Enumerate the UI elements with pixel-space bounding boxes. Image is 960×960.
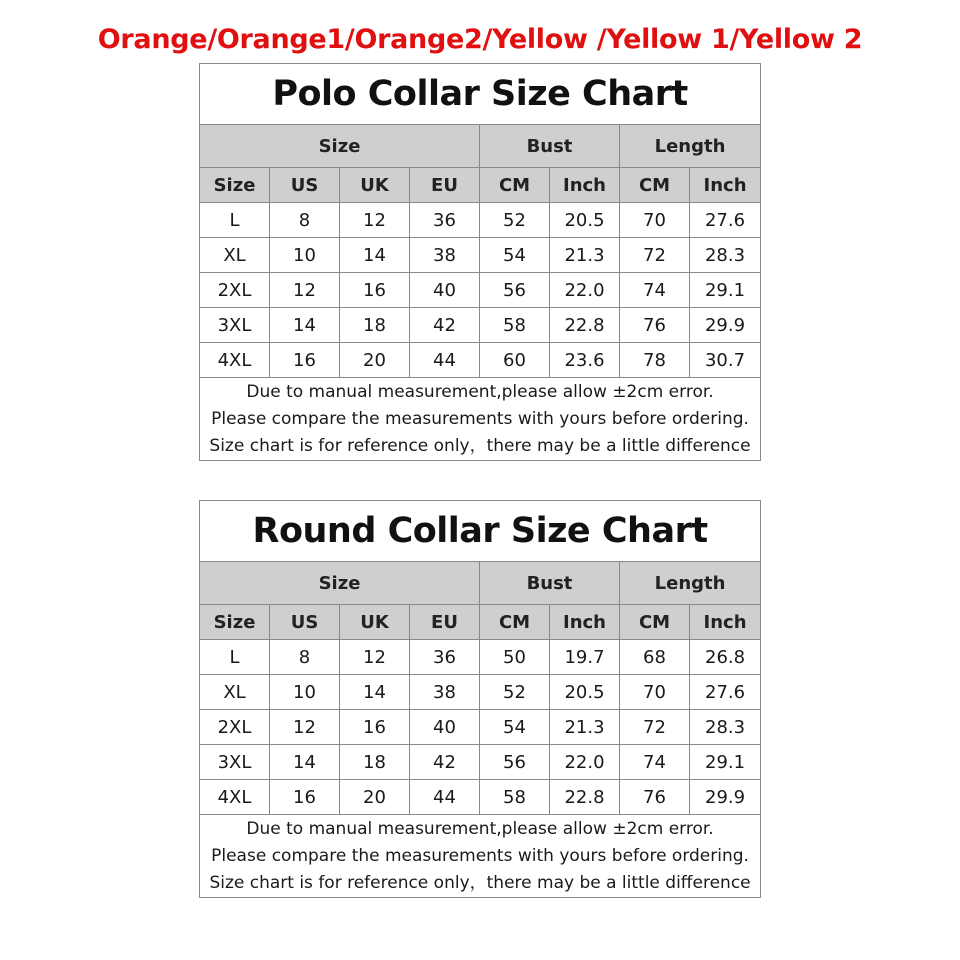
table-cell: 21.3 (550, 710, 620, 745)
table-cell: 12 (340, 640, 410, 675)
table-cell: 52 (480, 203, 550, 238)
note-line: Due to manual measurement,please allow ±2cm error. (246, 818, 714, 839)
table-cell: 40 (410, 710, 480, 745)
table-cell: 14 (340, 238, 410, 273)
table-cell: 29.1 (690, 745, 761, 780)
table-cell: 19.7 (550, 640, 620, 675)
table-cell: 54 (480, 710, 550, 745)
table-cell: 16 (270, 780, 340, 815)
column-header: US (270, 168, 340, 203)
table-cell: 14 (340, 675, 410, 710)
table-row (200, 780, 761, 815)
table-cell: 4XL (200, 343, 270, 378)
table-cell: 40 (410, 273, 480, 308)
table-row (200, 675, 761, 710)
column-header: CM (620, 605, 690, 640)
table-cell: 44 (410, 780, 480, 815)
table-cell: 58 (480, 308, 550, 343)
table-cell: 22.0 (550, 745, 620, 780)
column-header: Size (200, 168, 270, 203)
table-cell: 12 (340, 203, 410, 238)
polo-collar-size-chart (199, 63, 761, 461)
table-cell: 58 (480, 780, 550, 815)
table-cell: 3XL (200, 308, 270, 343)
table-cell: 3XL (200, 745, 270, 780)
table-cell: 27.6 (690, 675, 761, 710)
table-cell: 8 (270, 203, 340, 238)
column-header: CM (480, 605, 550, 640)
table-cell: 72 (620, 710, 690, 745)
measurement-notes (200, 815, 761, 898)
table-cell: 20 (340, 343, 410, 378)
table-cell: 42 (410, 308, 480, 343)
table-cell: XL (200, 675, 270, 710)
table-cell: 28.3 (690, 238, 761, 273)
table-cell: 2XL (200, 273, 270, 308)
group-header: Length (620, 125, 761, 168)
table-cell: 70 (620, 675, 690, 710)
column-header: Inch (550, 605, 620, 640)
group-header: Bust (480, 562, 620, 605)
table-cell: 20.5 (550, 203, 620, 238)
table-cell: 18 (340, 308, 410, 343)
table-cell: 16 (340, 273, 410, 308)
note-line: Please compare the measurements with yours before ordering. (211, 408, 749, 429)
note-line: Please compare the measurements with yours before ordering. (211, 845, 749, 866)
chart-title: Round Collar Size Chart (200, 501, 761, 562)
table-cell: 56 (480, 745, 550, 780)
column-header: Size (200, 605, 270, 640)
column-header: UK (340, 168, 410, 203)
column-header: Inch (690, 605, 761, 640)
group-header-row (200, 125, 761, 168)
table-row (200, 343, 761, 378)
table-cell: L (200, 640, 270, 675)
table-cell: 56 (480, 273, 550, 308)
note-line: Size chart is for reference only，there may be a little difference (209, 435, 751, 456)
table-cell: 20 (340, 780, 410, 815)
table-cell: 22.8 (550, 308, 620, 343)
column-header: Inch (550, 168, 620, 203)
column-header-row (200, 605, 761, 640)
table-cell: 70 (620, 203, 690, 238)
table-cell: 76 (620, 780, 690, 815)
group-header: Length (620, 562, 761, 605)
table-cell: 29.1 (690, 273, 761, 308)
group-header-row (200, 562, 761, 605)
column-header: UK (340, 605, 410, 640)
round-collar-size-chart (199, 500, 761, 898)
notes-row (200, 815, 761, 898)
table-cell: 27.6 (690, 203, 761, 238)
table-row (200, 203, 761, 238)
table-cell: 21.3 (550, 238, 620, 273)
chart-title-row (200, 501, 761, 562)
table-cell: 16 (340, 710, 410, 745)
table-cell: 54 (480, 238, 550, 273)
column-header-row (200, 168, 761, 203)
group-header: Size (200, 562, 480, 605)
table-cell: 36 (410, 203, 480, 238)
table-cell: 10 (270, 238, 340, 273)
table-row (200, 745, 761, 780)
group-header: Size (200, 125, 480, 168)
table-cell: 74 (620, 273, 690, 308)
table-cell: 22.8 (550, 780, 620, 815)
table-cell: 76 (620, 308, 690, 343)
chart-title-row (200, 64, 761, 125)
table-cell: 14 (270, 745, 340, 780)
table-row (200, 238, 761, 273)
table-cell: 16 (270, 343, 340, 378)
table-cell: 12 (270, 273, 340, 308)
table-row (200, 308, 761, 343)
table-cell: 78 (620, 343, 690, 378)
table-cell: 23.6 (550, 343, 620, 378)
table-cell: 42 (410, 745, 480, 780)
table-cell: 38 (410, 675, 480, 710)
table-row (200, 273, 761, 308)
notes-row (200, 378, 761, 461)
table-row (200, 640, 761, 675)
table-cell: 12 (270, 710, 340, 745)
table-cell: 72 (620, 238, 690, 273)
table-cell: 10 (270, 675, 340, 710)
table-cell: 2XL (200, 710, 270, 745)
table-row (200, 710, 761, 745)
column-header: CM (620, 168, 690, 203)
table-cell: 18 (340, 745, 410, 780)
table-cell: 22.0 (550, 273, 620, 308)
table-cell: 44 (410, 343, 480, 378)
table-cell: 29.9 (690, 780, 761, 815)
table-cell: 60 (480, 343, 550, 378)
group-header: Bust (480, 125, 620, 168)
table-cell: 30.7 (690, 343, 761, 378)
column-header: Inch (690, 168, 761, 203)
column-header: US (270, 605, 340, 640)
chart-title: Polo Collar Size Chart (200, 64, 761, 125)
table-cell: 4XL (200, 780, 270, 815)
table-cell: 8 (270, 640, 340, 675)
table-cell: L (200, 203, 270, 238)
table-cell: 26.8 (690, 640, 761, 675)
column-header: EU (410, 605, 480, 640)
table-cell: XL (200, 238, 270, 273)
table-cell: 74 (620, 745, 690, 780)
table-cell: 36 (410, 640, 480, 675)
table-cell: 20.5 (550, 675, 620, 710)
table-cell: 29.9 (690, 308, 761, 343)
table-cell: 28.3 (690, 710, 761, 745)
table-cell: 68 (620, 640, 690, 675)
note-line: Size chart is for reference only，there may be a little difference (209, 872, 751, 893)
table-cell: 50 (480, 640, 550, 675)
table-cell: 14 (270, 308, 340, 343)
table-cell: 52 (480, 675, 550, 710)
table-cell: 38 (410, 238, 480, 273)
column-header: CM (480, 168, 550, 203)
column-header: EU (410, 168, 480, 203)
color-options-banner: Orange/Orange1/Orange2/Yellow /Yellow 1/Yellow 2 (97, 24, 863, 55)
note-line: Due to manual measurement,please allow ±2cm error. (246, 381, 714, 402)
measurement-notes (200, 378, 761, 461)
